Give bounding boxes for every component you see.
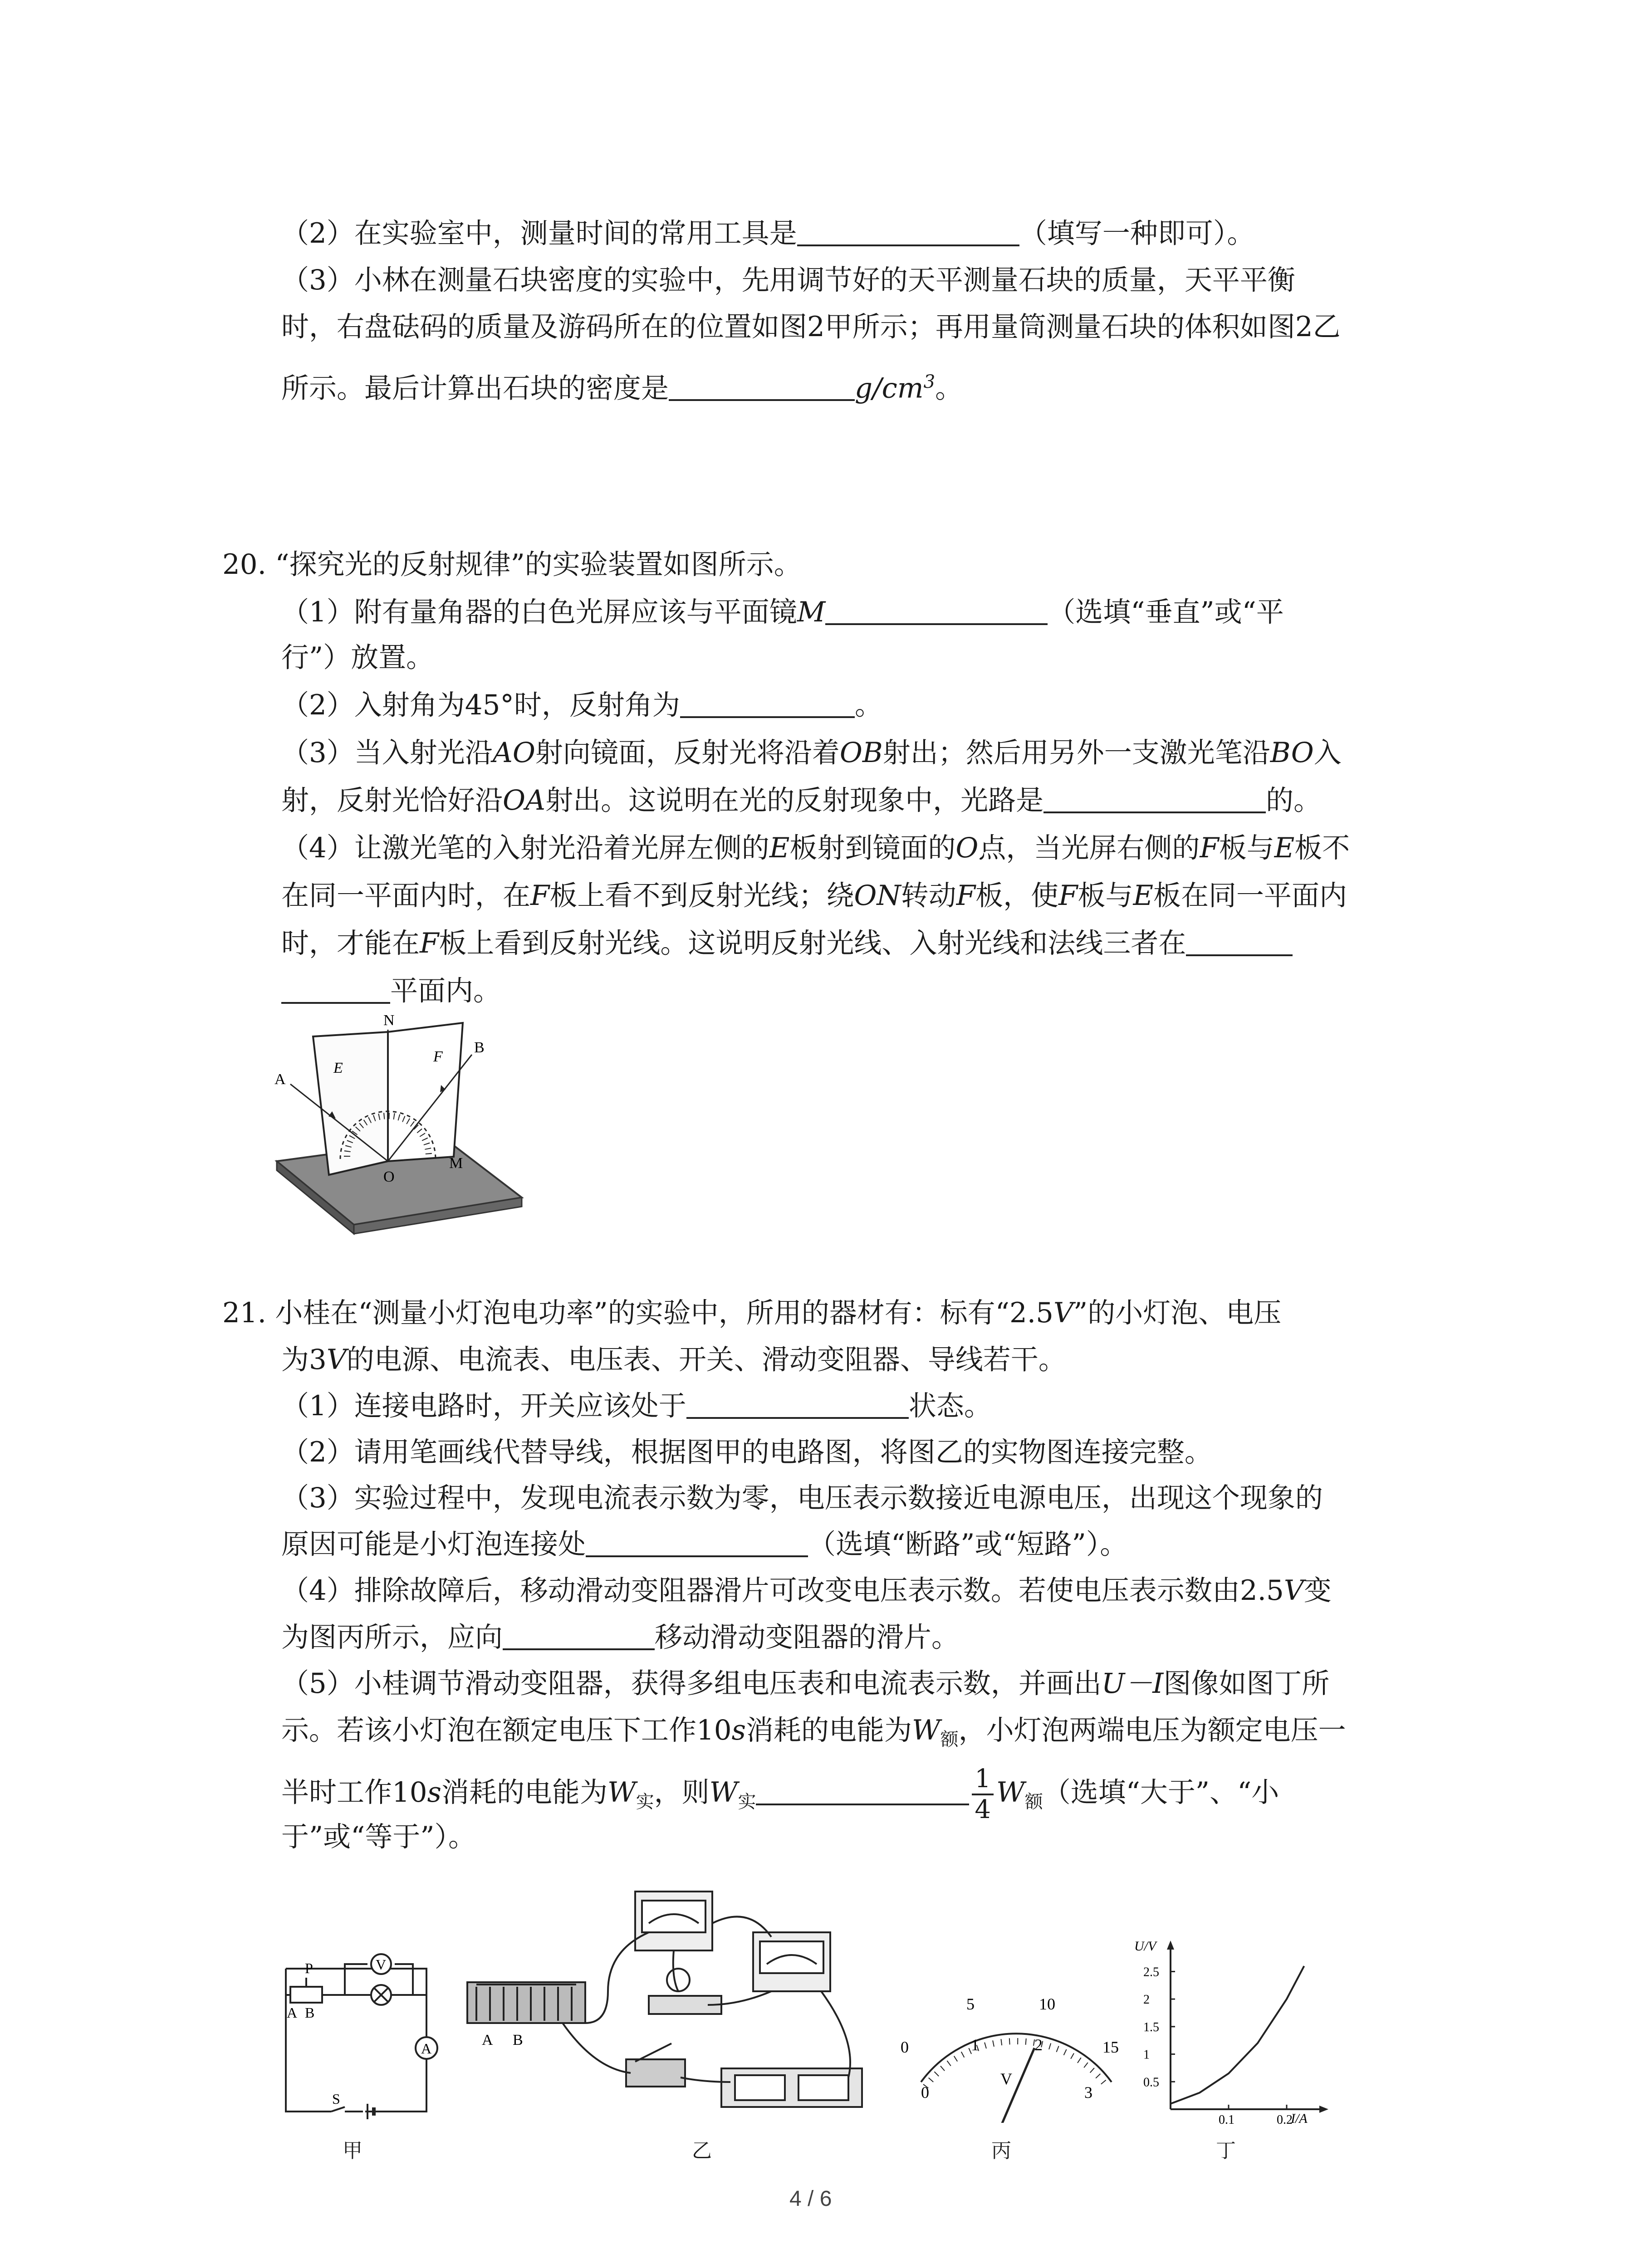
- x-axis-label: I/A: [1291, 2111, 1308, 2126]
- q20-title: 20. “探究光的反射规律”的实验装置如图所示。: [222, 548, 802, 581]
- svg-text:0: 0: [901, 2038, 909, 2056]
- caption-bing: 丙: [991, 2139, 1011, 2162]
- caption-ding: 丁: [1216, 2139, 1236, 2162]
- q21-part5-line3: 半时工作10s消耗的电能为$W_实$，则$W_实$ $\frac{1}{4}$ $W_额$（选填“大于”、“小: [281, 1764, 1279, 1824]
- answer-blank[interactable]: [1043, 783, 1266, 813]
- svg-text:B: B: [305, 2004, 315, 2021]
- q20-part2: （2）入射角为45°时，反射角为 。: [281, 689, 882, 721]
- reflection-apparatus-figure: [272, 1012, 526, 1247]
- y-tick-label: 1: [1143, 2048, 1150, 2062]
- screen-F: [388, 1023, 463, 1161]
- lamp-bulb: [667, 1969, 690, 1991]
- q20-part4-line4: 平面内。: [281, 973, 501, 1009]
- voltmeter-dial-bing: [898, 1987, 1134, 2123]
- q21-part2: （2）请用笔画线代替导线，根据图甲的电路图，将图乙的实物图连接完整。: [281, 1436, 1212, 1468]
- q20-part4-line2: 在同一平面内时，在F板上看不到反射光线；绕ON转动F板，使F板与E板在同一平面内: [281, 880, 1347, 912]
- q19-part3-line3: 所示。最后计算出石块的密度是 $g/cm^3$。: [281, 371, 963, 405]
- label-O: O: [383, 1168, 395, 1185]
- q20-part4-line1: （4）让激光笔的入射光沿着光屏左侧的E板射到镜面的O点，当光屏右侧的F板与E板不: [281, 832, 1350, 864]
- svg-text:15: 15: [1102, 2038, 1119, 2056]
- svg-text:A: A: [482, 2032, 493, 2048]
- q20-part4-line3: 时，才能在F板上看到反射光线。这说明反射光线、入射光线和法线三者在: [281, 925, 1293, 962]
- screen-E: [313, 1032, 388, 1175]
- q20-part1-line2: 行”）放置。: [281, 641, 434, 674]
- svg-text:A: A: [287, 2004, 298, 2021]
- svg-text:S: S: [332, 2091, 340, 2107]
- q20-part3-line2: 射，反射光恰好沿OA射出。这说明在光的反射现象中，光路是 的。: [281, 784, 1322, 816]
- ui-curve: [1171, 1966, 1304, 2104]
- label-F: F: [433, 1048, 443, 1065]
- rheostat-device: [467, 1982, 585, 2023]
- q21-part3-line1: （3）实验过程中，发现电流表示数为零，电压表示数接近电源电压，出现这个现象的: [281, 1482, 1323, 1514]
- svg-text:5: 5: [966, 1995, 975, 2013]
- physical-setup-yi: [458, 1887, 889, 2123]
- caption-jia: 甲: [343, 2139, 362, 2162]
- svg-text:P: P: [305, 1960, 313, 1976]
- label-N: N: [383, 1012, 395, 1029]
- q21-part5-line1: （5）小桂调节滑动变阻器，获得多组电压表和电流表示数，并画出U－I图像如图丁所: [281, 1667, 1330, 1700]
- q21-line1: 21. 小桂在“测量小灯泡电功率”的实验中，所用的器材有：标有“2.5V”的小灯泡、电压: [222, 1297, 1282, 1329]
- q21-part1: （1）连接电路时，开关应该处于 状态。: [281, 1390, 992, 1422]
- q21-part5-line2: 示。若该小灯泡在额定电压下工作10s消耗的电能为$W_额$，小灯泡两端电压为额定电压一: [281, 1714, 1346, 1750]
- label-A: A: [274, 1071, 286, 1088]
- label-M: M: [449, 1155, 463, 1172]
- answer-blank[interactable]: [669, 371, 855, 401]
- ui-chart-ding: [1130, 1937, 1329, 2127]
- q21-line2: 为3V的电源、电流表、电压表、开关、滑动变阻器、导线若干。: [281, 1344, 1066, 1376]
- svg-text:V: V: [376, 1956, 387, 1973]
- answer-blank[interactable]: [756, 1775, 969, 1805]
- answer-blank-cont[interactable]: [281, 974, 390, 1004]
- y-tick-label: 2: [1143, 1993, 1150, 2007]
- fraction-one-quarter: $\frac{1}{4}$: [972, 1765, 994, 1824]
- svg-text:A: A: [421, 2040, 432, 2057]
- label-B: B: [474, 1039, 485, 1056]
- q19-part3-line1: （3）小林在测量石块密度的实验中，先用调节好的天平测量石块的质量，天平平衡: [281, 264, 1295, 296]
- q20-part3-line1: （3）当入射光沿AO射向镜面，反射光将沿着OB射出；然后用另外一支激光笔沿BO入: [281, 737, 1342, 769]
- answer-blank[interactable]: [503, 1620, 655, 1650]
- q21-part3-line2: 原因可能是小灯泡连接处 （选填“断路”或“短路”）。: [281, 1528, 1128, 1560]
- svg-text:0: 0: [921, 2083, 929, 2102]
- x-tick-label: 0.2: [1277, 2113, 1293, 2127]
- circuit-diagram-jia: [277, 1937, 440, 2123]
- y-tick-label: 0.5: [1143, 2075, 1159, 2090]
- y-tick-label: 1.5: [1143, 2020, 1159, 2034]
- svg-text:B: B: [513, 2032, 523, 2048]
- q21-part5-line4: 于”或“等于”）。: [281, 1821, 476, 1853]
- svg-text:3: 3: [1084, 2083, 1092, 2102]
- q20-part1: （1）附有量角器的白色光屏应该与平面镜M （选填“垂直”或“平: [281, 596, 1284, 628]
- y-axis-label: U/V: [1134, 1939, 1156, 1954]
- svg-text:10: 10: [1039, 1995, 1055, 2013]
- svg-text:V: V: [1000, 2070, 1012, 2088]
- q19-part2: （2）在实验室中，测量时间的常用工具是 （填写一种即可）。: [281, 217, 1255, 249]
- y-tick-label: 2.5: [1143, 1965, 1159, 1980]
- label-E: E: [333, 1060, 343, 1076]
- svg-text:1: 1: [971, 2036, 979, 2054]
- answer-blank[interactable]: [825, 595, 1048, 625]
- answer-blank[interactable]: [686, 1389, 909, 1419]
- answer-blank[interactable]: [797, 216, 1019, 246]
- q21-part4-line1: （4）排除故障后，移动滑动变阻器滑片可改变电压表示数。若使电压表示数由2.5V变: [281, 1574, 1332, 1607]
- q19-part3-line2: 时，右盘砝码的质量及游码所在的位置如图2甲所示；再用量筒测量石块的体积如图2乙: [281, 311, 1341, 343]
- page-number: 4 / 6: [789, 2187, 832, 2211]
- answer-blank[interactable]: [680, 688, 855, 718]
- answer-blank[interactable]: [1186, 926, 1293, 956]
- switch-device: [626, 2059, 685, 2087]
- caption-yi: 乙: [692, 2139, 712, 2162]
- svg-text:2: 2: [1034, 2036, 1043, 2054]
- rheostat: [290, 1987, 322, 2003]
- x-tick-label: 0.1: [1219, 2113, 1234, 2127]
- q21-part4-line2: 为图丙所示，应向 移动滑动变阻器的滑片。: [281, 1621, 960, 1653]
- answer-blank[interactable]: [586, 1527, 808, 1557]
